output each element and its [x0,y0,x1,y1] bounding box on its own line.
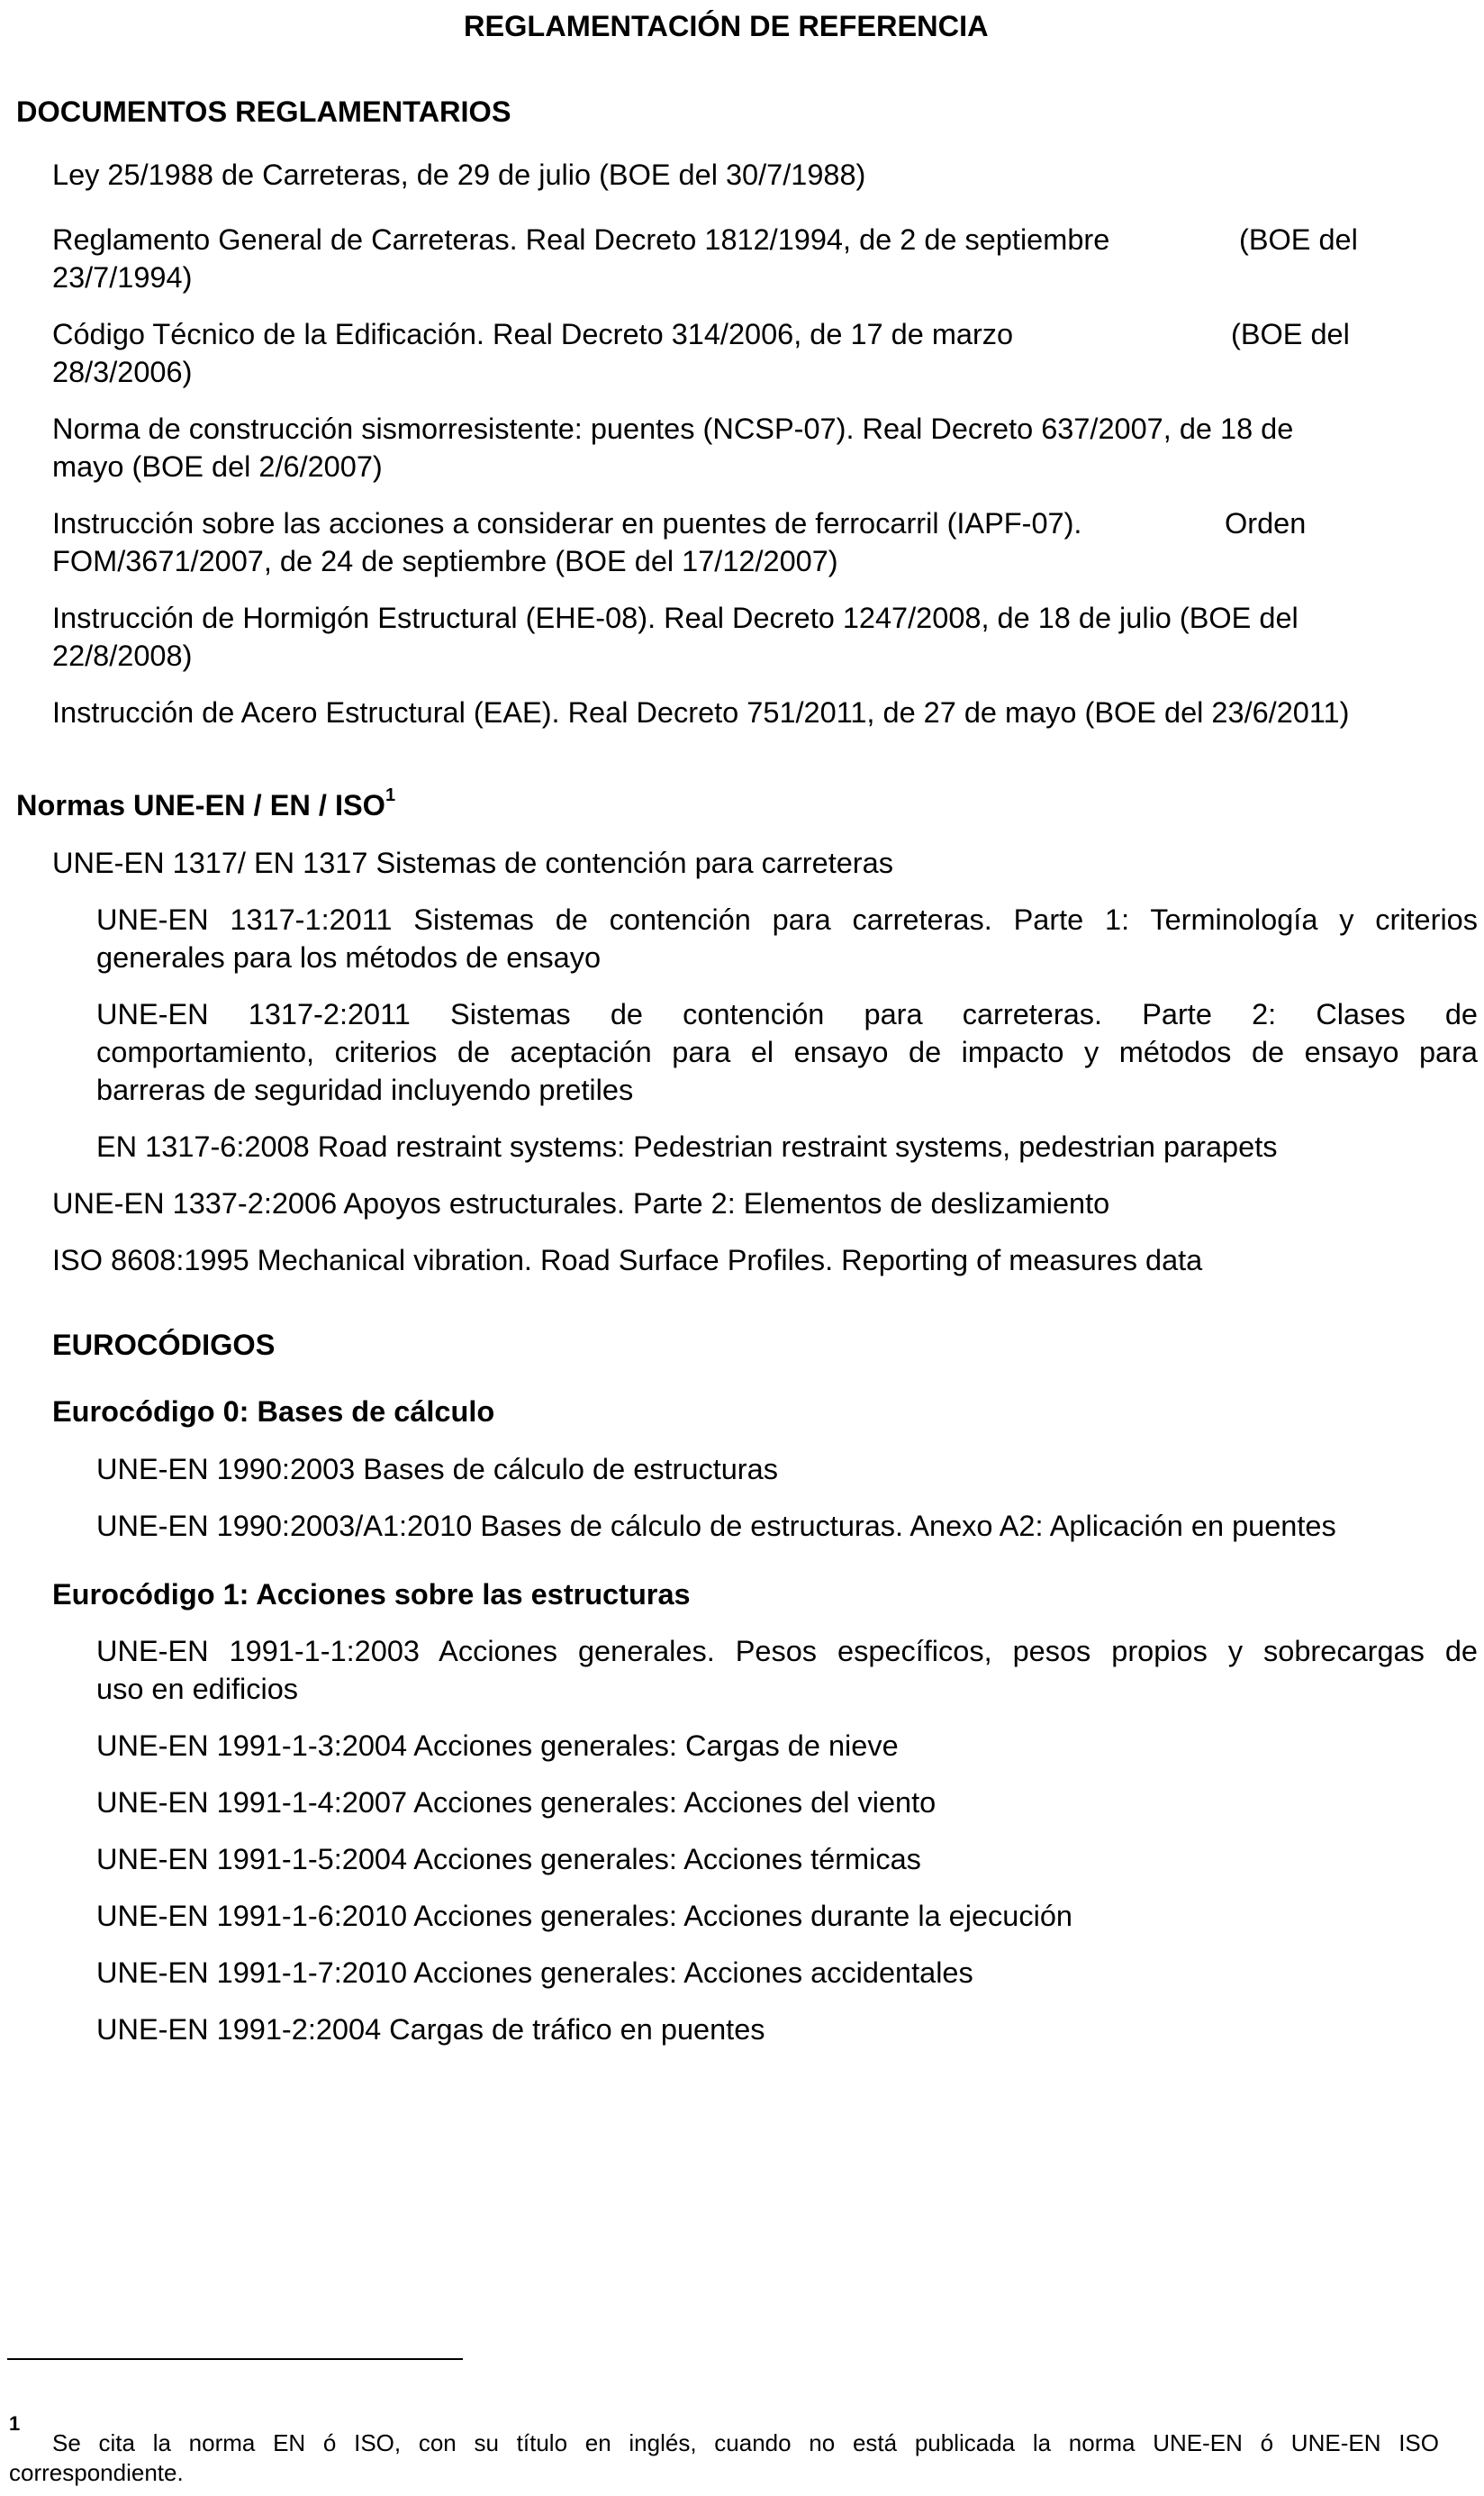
doc-item-reglamento-carreteras-boe: (BOE del [1239,223,1358,256]
subheading-eurocodigo-0: Eurocódigo 0: Bases de cálculo [52,1395,495,1428]
section-heading-normas [16,786,395,824]
footnote-text: Se cita la norma EN ó ISO, con su título en inglés, cuando no está publicada la norma UNE-EN ó UNE-EN ISO [52,2429,1439,2456]
ec1-item-en1991-1-7: UNE-EN 1991-1-7:2010 Acciones generales: Acciones accidentales [96,1956,973,1989]
doc-item-reglamento-carreteras-cont: 23/7/1994) [52,261,193,294]
norma-en1317-6: EN 1317-6:2008 Road restraint systems: Pedestrian restraint systems, pedestrian parapets [96,1130,1278,1163]
doc-item-codigo-tecnico-boe: (BOE del [1231,318,1350,350]
ec1-item-en1991-1-1-cont: uso en edificios [96,1673,299,1705]
footnote-divider [7,2358,463,2360]
norma-iso8608: ISO 8608:1995 Mechanical vibration. Road Surface Profiles. Reporting of measures data [52,1244,1203,1276]
norma-en1317-2: UNE-EN 1317-2:2011 Sistemas de contención para carreteras. Parte 2: Clases de [96,998,1478,1030]
ec1-item-en1991-1-5: UNE-EN 1991-1-5:2004 Acciones generales: Acciones térmicas [96,1843,921,1875]
doc-item-iapf: Instrucción sobre las acciones a considerar en puentes de ferrocarril (IAPF-07). [52,507,1082,540]
norma-en1317-1-cont: generales para los métodos de ensayo [96,941,602,974]
doc-item-ncsp: Norma de construcción sismorresistente: puentes (NCSP-07). Real Decreto 637/2007, de 18 de [52,413,1294,445]
norma-en1317-2-cont2: barreras de seguridad incluyendo pretiles [96,1074,634,1106]
norma-group-en1317: UNE-EN 1317/ EN 1317 Sistemas de contención para carreteras [52,847,893,879]
ec1-item-en1991-1-3: UNE-EN 1991-1-3:2004 Acciones generales: Cargas de nieve [96,1729,899,1762]
page-title: REGLAMENTACIÓN DE REFERENCIA [464,10,989,42]
footnote-mark: 1 [9,2412,21,2435]
footnote-text-cont: correspondiente. [9,2459,184,2486]
ec1-item-en1991-1-6: UNE-EN 1991-1-6:2010 Acciones generales: Acciones durante la ejecución [96,1900,1072,1932]
norma-en1337-2: UNE-EN 1337-2:2006 Apoyos estructurales. Parte 2: Elementos de deslizamiento [52,1187,1110,1220]
ec0-item-en1990: UNE-EN 1990:2003 Bases de cálculo de estructuras [96,1453,778,1485]
doc-item-iapf-orden: Orden [1225,507,1307,540]
ec1-item-en1991-1-4: UNE-EN 1991-1-4:2007 Acciones generales: Acciones del viento [96,1786,937,1819]
doc-item-ehe-cont: 22/8/2008) [52,640,193,672]
normas-heading-text: Normas UNE-EN / EN / ISO [16,789,385,821]
footnote-reference[interactable]: 1 [385,785,396,806]
doc-item-reglamento-carreteras: Reglamento General de Carreteras. Real Decreto 1812/1994, de 2 de septiembre [52,223,1110,256]
norma-en1317-1: UNE-EN 1317-1:2011 Sistemas de contención para carreteras. Parte 1: Terminología y criterios [96,903,1478,936]
doc-item-ncsp-cont: mayo (BOE del 2/6/2007) [52,450,383,483]
section-heading-documentos: DOCUMENTOS REGLAMENTARIOS [16,95,511,128]
section-heading-eurocodigos: EUROCÓDIGOS [52,1329,276,1361]
ec0-item-en1990-a1: UNE-EN 1990:2003/A1:2010 Bases de cálculo de estructuras. Anexo A2: Aplicación en puentes [96,1510,1336,1542]
doc-item-codigo-tecnico-cont: 28/3/2006) [52,356,193,388]
doc-item-ley-carreteras: Ley 25/1988 de Carreteras, de 29 de julio (BOE del 30/7/1988) [52,159,866,191]
ec1-item-en1991-2: UNE-EN 1991-2:2004 Cargas de tráfico en puentes [96,2013,765,2046]
doc-item-eae: Instrucción de Acero Estructural (EAE). Real Decreto 751/2011, de 27 de mayo (BOE del 23/6/2011) [52,696,1350,729]
ec1-item-en1991-1-1: UNE-EN 1991-1-1:2003 Acciones generales. Pesos específicos, pesos propios y sobrecargas de [96,1635,1478,1667]
norma-en1317-2-cont1: comportamiento, criterios de aceptación para el ensayo de impacto y métodos de ensayo para [96,1036,1478,1068]
subheading-eurocodigo-1: Eurocódigo 1: Acciones sobre las estructuras [52,1578,691,1611]
doc-item-iapf-cont: FOM/3671/2007, de 24 de septiembre (BOE del 17/12/2007) [52,545,838,577]
doc-item-codigo-tecnico: Código Técnico de la Edificación. Real Decreto 314/2006, de 17 de marzo [52,318,1014,350]
doc-item-ehe: Instrucción de Hormigón Estructural (EHE-08). Real Decreto 1247/2008, de 18 de julio (BOE del [52,602,1298,634]
